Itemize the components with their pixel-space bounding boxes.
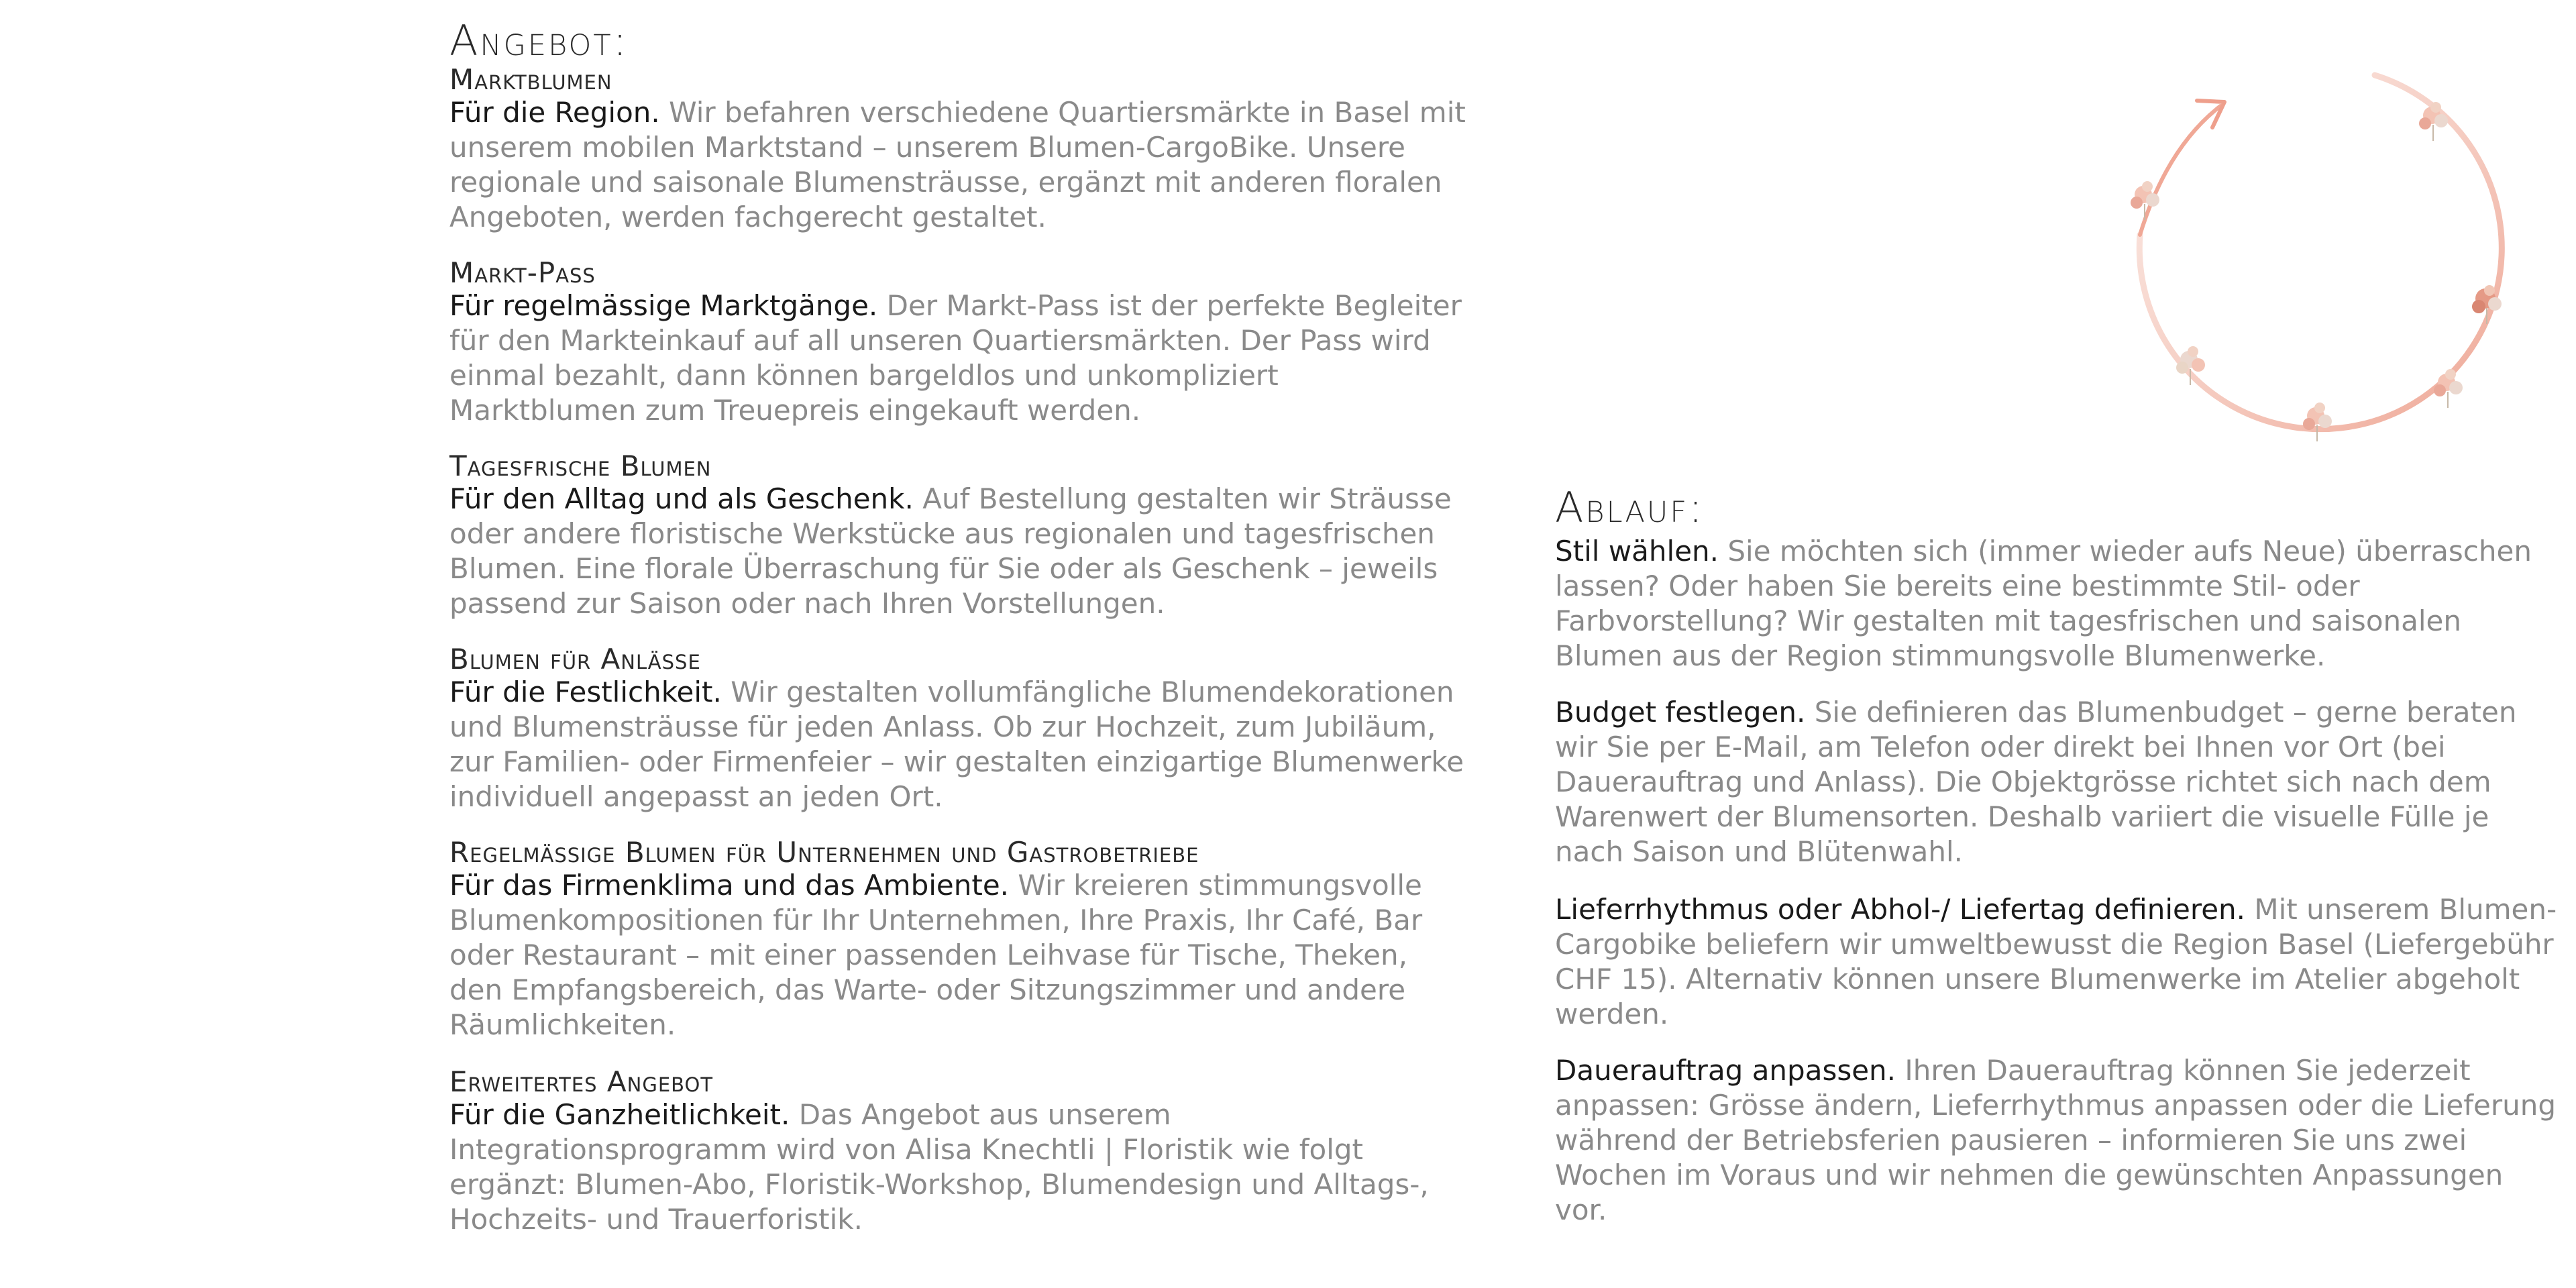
offer-lead: Für regelmässige Marktgänge. <box>449 289 878 322</box>
offer-subhead: Regelmässige Blumen für Unternehmen und Gastrobetriebe <box>449 836 1199 869</box>
flower-bouquet-icon <box>2434 369 2463 408</box>
process-step-dauerauftrag <box>1555 1053 2561 1228</box>
offer-lead: Für den Alltag und als Geschenk. <box>449 482 914 515</box>
offer-text: Der Markt-Pass ist der perfekte Begleiter für den Markteinkauf auf all unseren Quartiersmärkten. Der Pass wird einmal bezahlt, dann können bargeldlos und unkompliziert Marktblumen zum Treuepreis eingekauft werden. <box>449 289 1462 427</box>
flower-bouquet-icon <box>2176 346 2205 385</box>
step-text: Sie definieren das Blumenbudget – gerne beraten wir Sie per E-Mail, am Telefon oder direkt bei Ihnen vor Ort (bei Dauerauftrag und Anlass). Die Objektgrösse richtet sich nach dem Warenwert der Blumensorten. Deshalb variiert die visuelle Fülle je nach Saison und Blütenwahl. <box>1555 696 2517 868</box>
offer-section-erweitertes-angebot <box>449 1065 1469 1237</box>
flower-bouquet-icon <box>2419 102 2448 141</box>
step-paragraph <box>1555 892 2561 1032</box>
step-lead: Dauerauftrag anpassen. <box>1555 1054 1896 1087</box>
flower-bouquet-icon <box>2131 181 2159 220</box>
step-paragraph <box>1555 695 2561 869</box>
offer-text: Auf Bestellung gestalten wir Sträusse oder andere floristische Werkstücke aus regionalen und tagesfrischen Blumen. Eine florale Überraschung für Sie oder als Geschenk – jeweils passend zur Saison oder nach Ihren Vorstellungen. <box>449 482 1452 620</box>
offer-lead: Für das Firmenklima und das Ambiente. <box>449 869 1010 902</box>
offer-lead: Für die Festlichkeit. <box>449 676 722 708</box>
offer-section-tagesfrische-blumen <box>449 449 1469 621</box>
offer-paragraph <box>449 1097 1469 1237</box>
offer-subhead: Marktblumen <box>449 63 612 96</box>
flower-bouquet-icon <box>2303 402 2332 441</box>
cycle-arrow-shaft <box>2140 106 2220 235</box>
angebot-heading: Angebot: <box>449 16 629 65</box>
offer-lead: Für die Region. <box>449 96 660 129</box>
step-text: Mit unserem Blumen-Cargobike beliefern wir umweltbewusst die Region Basel (Liefergebühr CHF 15). Alternativ können unsere Blumenwerke im Atelier abgeholt werden. <box>1555 893 2557 1030</box>
step-text: Ihren Dauerauftrag können Sie jederzeit anpassen: Grösse ändern, Lieferrhythmus anpassen oder die Lieferung während der Betriebsferien pausieren – informieren Sie uns zwei Wochen im Voraus und wir nehmen die gewünschten Anpassungen vor. <box>1555 1054 2557 1226</box>
offer-text: Wir befahren verschiedene Quartiersmärkte in Basel mit unserem mobilen Marktstand – unserem Blumen-CargoBike. Unsere regionale und saisonale Blumensträusse, ergänzt mit anderen floralen Angeboten, werden fachgerecht gestaltet. <box>449 96 1466 233</box>
offer-text: Das Angebot aus unserem Integrationsprogramm wird von Alisa Knechtli | Floristik wie folgt ergänzt: Blumen-Abo, Floristik-Workshop, Blumendesign und Alltags-, Hochzeits- und Trauerforistik. <box>449 1098 1429 1236</box>
step-text: Sie möchten sich (immer wieder aufs Neue) überraschen lassen? Oder haben Sie bereits eine bestimmte Stil- oder Farbvorstellung? Wir gestalten mit tagesfrischen und saisonalen Blumen aus der Region stimmungsvolle Blumenwerke. <box>1555 535 2532 672</box>
offer-section-markt-pass <box>449 256 1469 428</box>
offer-text: Wir kreieren stimmungsvolle Blumenkompositionen für Ihr Unternehmen, Ihre Praxis, Ihr Café, Bar oder Restaurant – mit einer passenden Leihvase für Tische, Theken, den Empfangsbereich, das Warte- oder Sitzungszimmer und andere Räumlichkeiten. <box>449 869 1423 1041</box>
offer-section-blumen-fuer-anlaesse <box>449 645 1469 814</box>
offer-section-unternehmen <box>449 836 1469 1042</box>
offer-subhead: Tagesfrische Blumen <box>449 449 712 482</box>
offer-lead: Für die Ganzheitlichkeit. <box>449 1098 790 1131</box>
step-lead: Budget festlegen. <box>1555 696 1806 729</box>
offer-paragraph <box>449 868 1469 1042</box>
offer-paragraph <box>449 288 1469 428</box>
offer-paragraph <box>449 675 1469 814</box>
step-paragraph <box>1555 1053 2561 1228</box>
step-lead: Lieferrhythmus oder Abhol-/ Liefertag definieren. <box>1555 893 2246 926</box>
offer-section-marktblumen <box>449 63 1469 235</box>
offer-text: Wir gestalten vollumfängliche Blumendekorationen und Blumensträusse für jeden Anlass. Ob zur Hochzeit, zum Jubiläum, zur Familien- oder Firmenfeier – wir gestalten einzigartige Blumenwerke individuell angepasst an jeden Ort. <box>449 676 1464 813</box>
process-step-lieferrhythmus <box>1555 892 2561 1032</box>
ablauf-heading: Ablauf: <box>1555 483 1705 532</box>
step-lead: Stil wählen. <box>1555 535 1719 568</box>
offer-subhead: Erweitertes Angebot <box>449 1065 714 1098</box>
process-step-stil <box>1555 534 2561 674</box>
offer-paragraph <box>449 95 1469 235</box>
offer-subhead: Blumen für Anlässe <box>449 643 701 676</box>
offer-paragraph <box>449 482 1469 621</box>
step-paragraph <box>1555 534 2561 674</box>
process-step-budget <box>1555 695 2561 869</box>
offer-subhead: Markt-Pass <box>449 256 596 289</box>
flower-cycle-icon <box>2093 67 2522 470</box>
